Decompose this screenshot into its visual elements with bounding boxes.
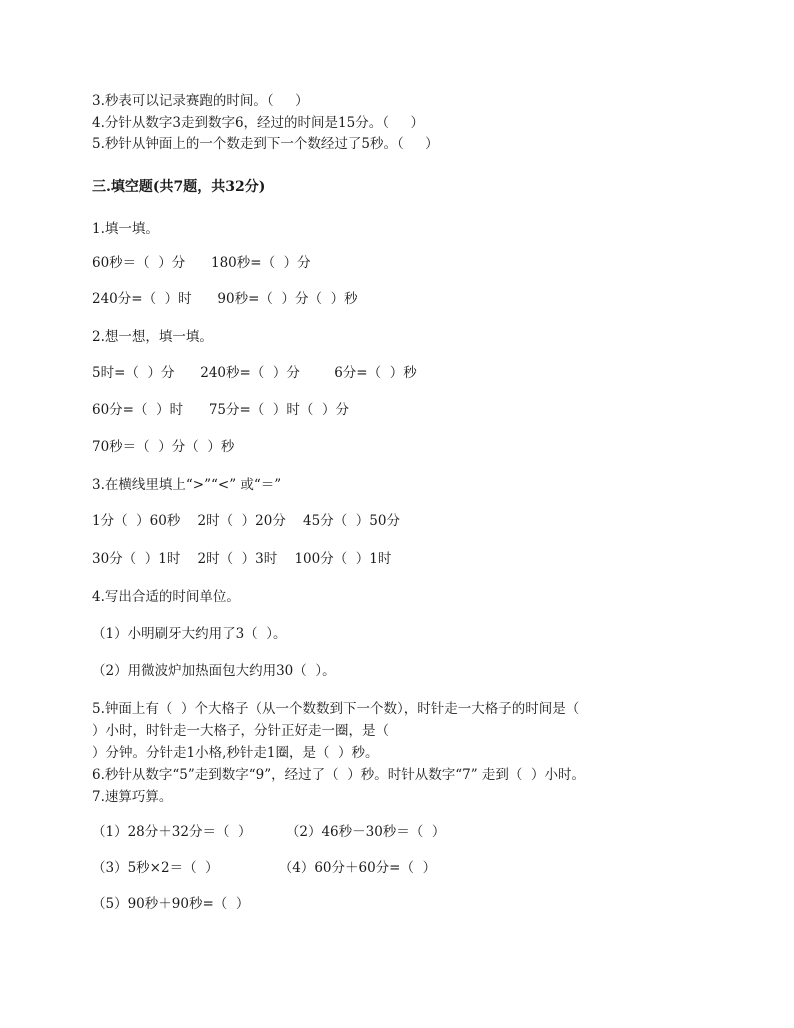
question-2-title: 2.想一想，填一填。 bbox=[92, 329, 213, 345]
question-1-row-2: 240分=（ ）时 90秒=（ ）分（ ）秒 bbox=[92, 291, 358, 307]
question-2-row-2: 60分=（ ）时 75分=（ ）时（ ）分 bbox=[92, 402, 349, 418]
judgment-item-5: 5.秒针从钟面上的一个数走到下一个数经过了5秒。（ ） bbox=[92, 136, 439, 152]
question-1-row-1: 60秒＝（ ）分 180秒=（ ）分 bbox=[92, 255, 311, 271]
question-7-title: 7.速算巧算。 bbox=[92, 789, 173, 805]
question-4-item-2: （2）用微波炉加热面包大约用30（ ）。 bbox=[92, 663, 336, 679]
question-1-title: 1.填一填。 bbox=[92, 221, 159, 237]
question-3-row-2: 30分（ ）1时 2时（ ）3时 100分（ ）1时 bbox=[92, 551, 392, 567]
question-3-row-1: 1分（ ）60秒 2时（ ）20分 45分（ ）50分 bbox=[92, 513, 400, 529]
question-4-title: 4.写出合适的时间单位。 bbox=[92, 589, 240, 605]
question-5-line-1: 5.钟面上有（ ）个大格子（从一个数数到下一个数），时针走一大格子的时间是（ bbox=[92, 701, 580, 717]
judgment-item-4: 4.分针从数字3走到数字6，经过的时间是15分。（ ） bbox=[92, 115, 424, 131]
question-3-title: 3.在横线里填上“>”“<” 或“＝” bbox=[92, 477, 282, 493]
question-6-line: 6.秒针从数字“5”走到数字“9”，经过了（ ）秒。时针从数字“7” 走到（ ）小时。 bbox=[92, 767, 586, 783]
section-heading: 三.填空题(共7题，共32分) bbox=[92, 179, 266, 195]
question-7-row-1: （1）28分＋32分＝（ ） （2）46秒－30秒＝（ ） bbox=[92, 824, 446, 840]
question-7-row-3: （5）90秒＋90秒=（ ） bbox=[92, 896, 250, 912]
question-2-row-3: 70秒＝（ ）分（ ）秒 bbox=[92, 439, 235, 455]
question-2-row-1: 5时=（ ）分 240秒=（ ）分 6分=（ ）秒 bbox=[92, 365, 417, 381]
question-7-row-2: （3）5秒×2＝（ ） （4）60分＋60分=（ ） bbox=[92, 860, 437, 876]
question-4-item-1: （1）小明刷牙大约用了3（ ）。 bbox=[92, 626, 287, 642]
question-5-line-2: ）小时，时针走一大格子，分针正好走一圈，是（ bbox=[92, 723, 389, 739]
question-5-line-3: ）分钟。分针走1小格,秒针走1圈，是（ ）秒。 bbox=[92, 745, 379, 761]
judgment-item-3: 3.秒表可以记录赛跑的时间。（ ） bbox=[92, 93, 309, 109]
